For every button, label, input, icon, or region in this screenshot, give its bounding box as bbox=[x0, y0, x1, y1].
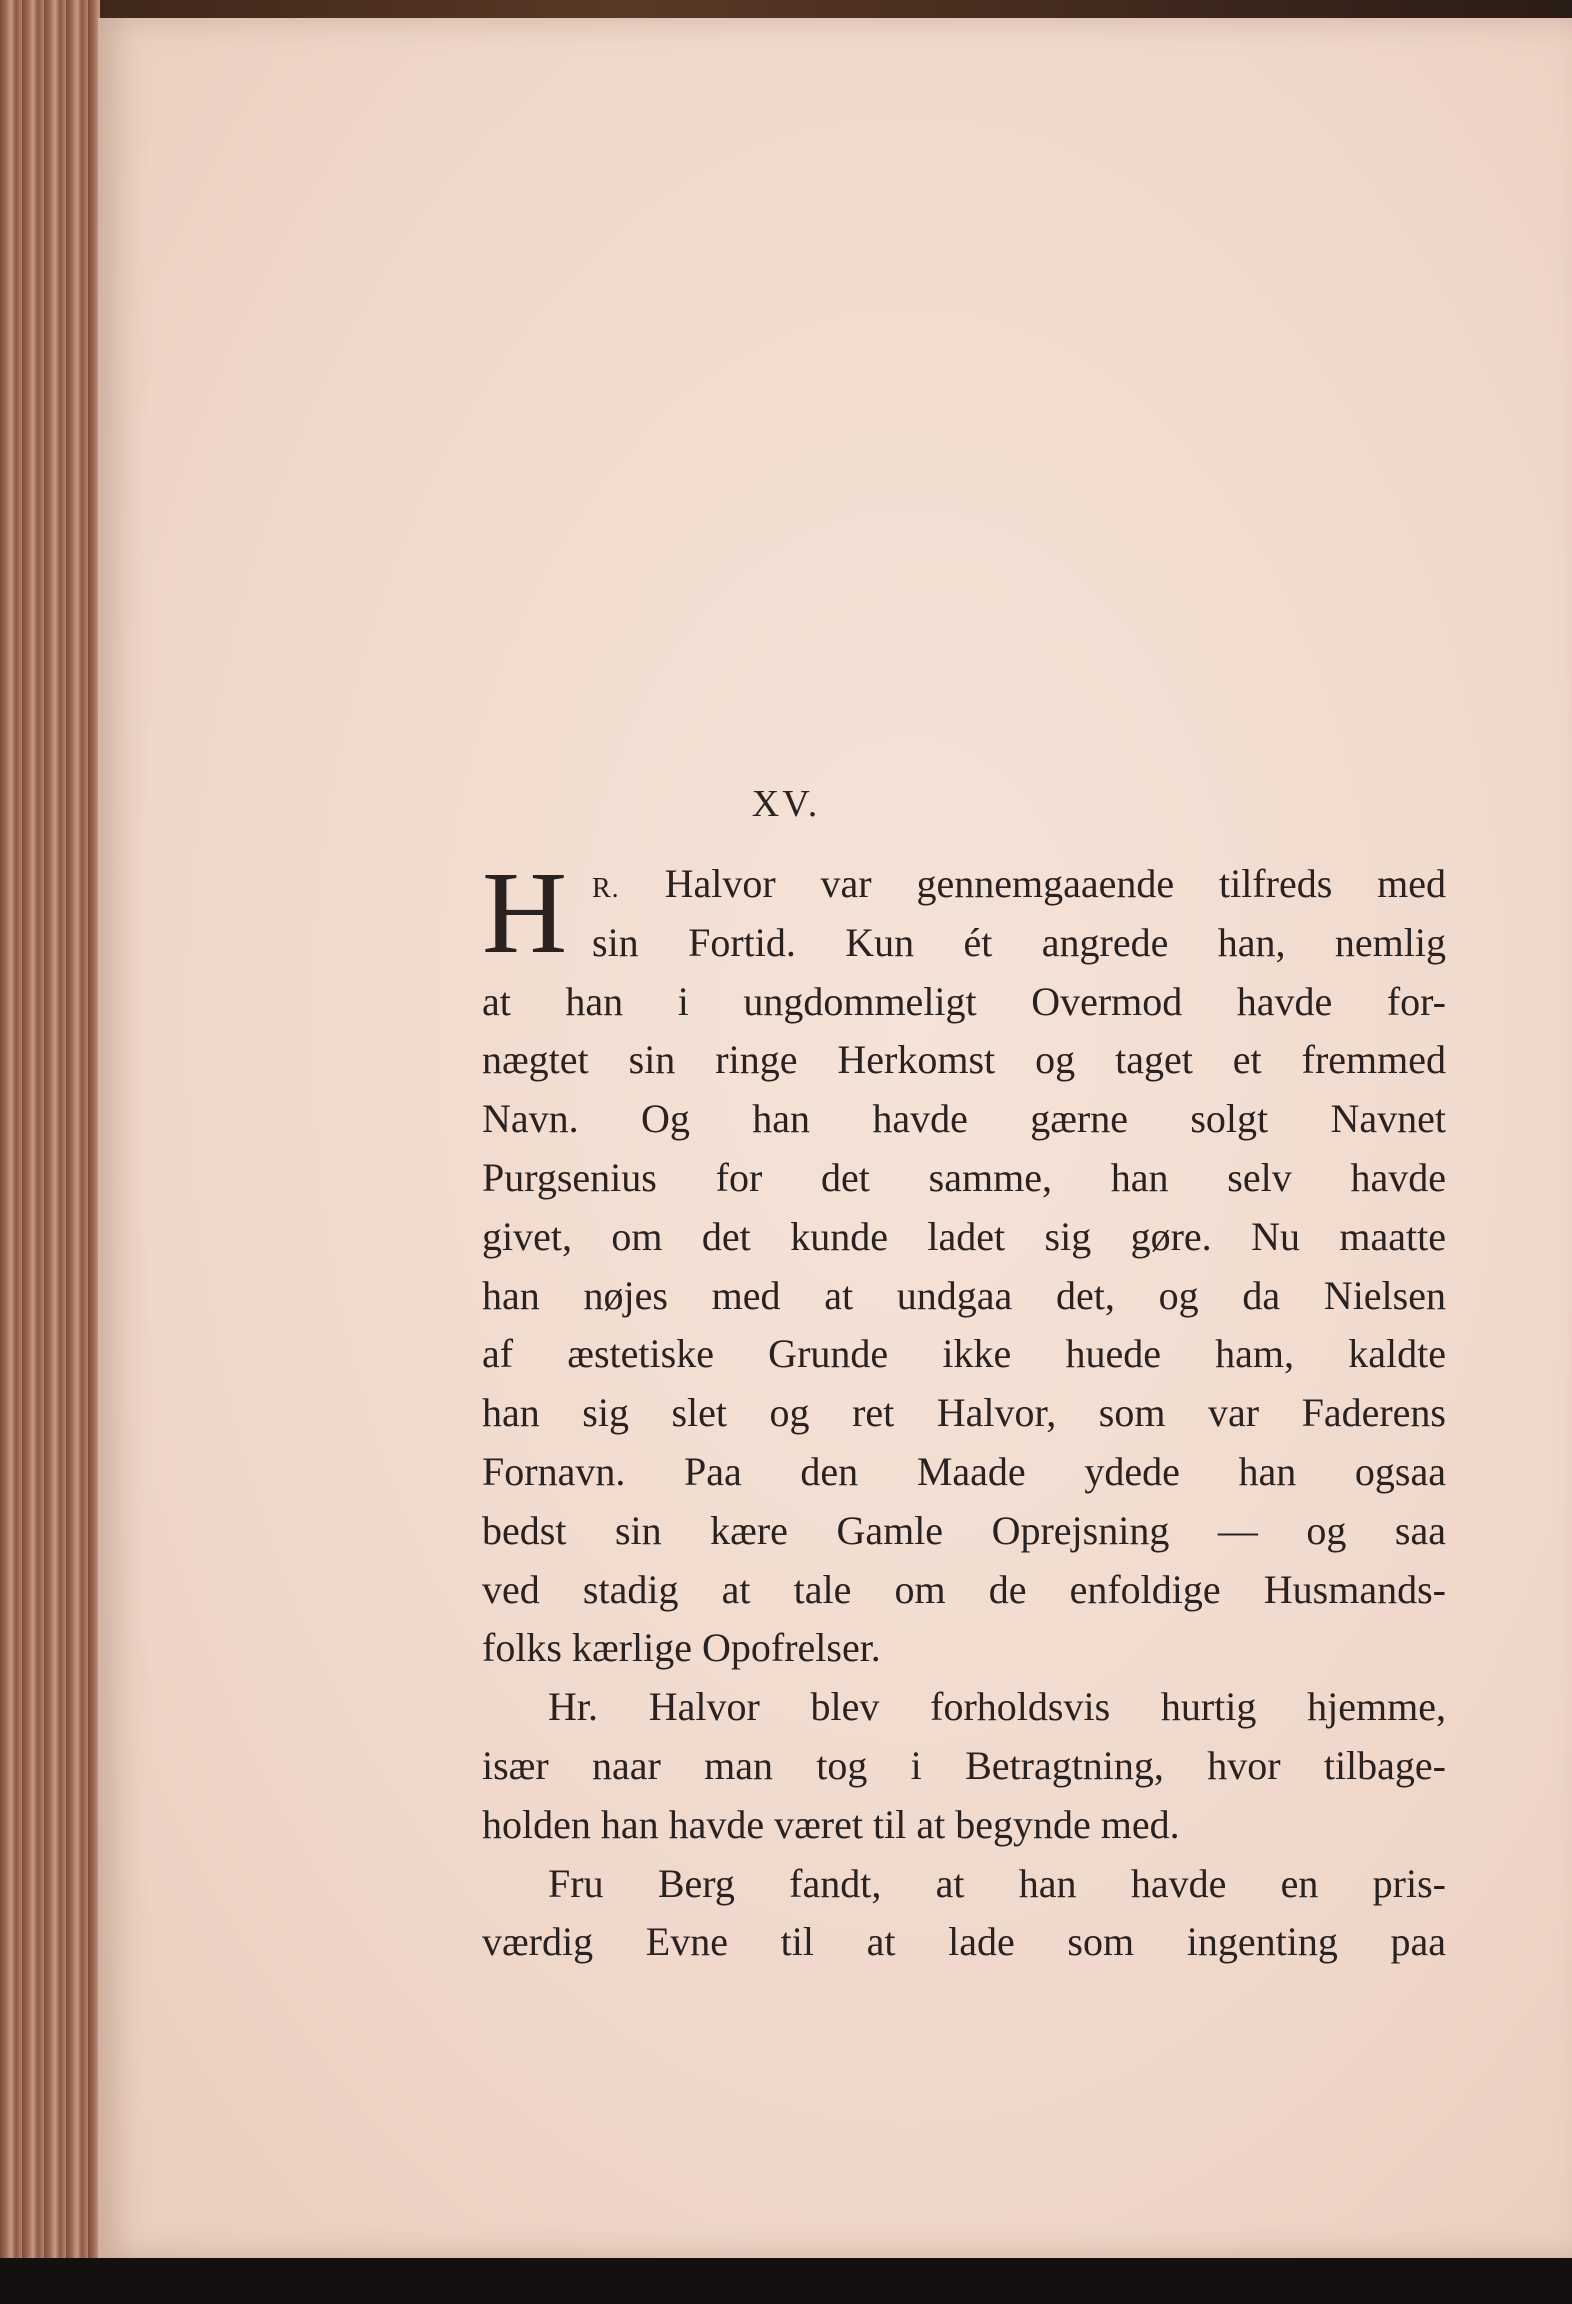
text-line: nægtet sin ringe Herkomst og taget et fremmed bbox=[482, 1037, 1446, 1083]
text-line: han nøjes med at undgaa det, og da Nielsen bbox=[482, 1272, 1446, 1318]
text-line: af æstetiske Grunde ikke huede ham, kaldte bbox=[482, 1331, 1446, 1377]
text-line: holden han havde været til at begynde med. bbox=[482, 1801, 1180, 1847]
text-line: Fornavn. Paa den Maade ydede han ogsaa bbox=[482, 1448, 1446, 1494]
chapter-heading: XV. bbox=[751, 783, 821, 825]
first-line bbox=[592, 855, 1446, 914]
text-line: Hr. Halvor blev forholdsvis hurtig hjemme, bbox=[548, 1684, 1446, 1730]
text-line: især naar man tog i Betragtning, hvor tilbage- bbox=[482, 1742, 1446, 1788]
text-line: han sig slet og ret Halvor, som var Faderens bbox=[482, 1390, 1446, 1436]
book-bottom-edge bbox=[0, 2258, 1572, 2304]
text-line: Navn. Og han havde gærne solgt Navnet bbox=[482, 1096, 1446, 1142]
drop-cap: H bbox=[482, 847, 568, 978]
text-line: sin Fortid. Kun ét angrede han, nemlig bbox=[592, 919, 1446, 965]
body-text bbox=[482, 847, 1447, 1972]
text-line: ved stadig at tale om de enfoldige Husmands- bbox=[482, 1566, 1446, 1612]
first-line-text: Halvor var gennemgaaende tilfreds med bbox=[664, 861, 1447, 906]
first-line-smallcaps: R. bbox=[592, 873, 620, 904]
text-line: folks kærlige Opofrelser. bbox=[482, 1625, 881, 1671]
text-line: værdig Evne til at lade som ingenting paa bbox=[482, 1919, 1446, 1965]
text-line: Fru Berg fandt, at han havde en pris- bbox=[548, 1860, 1446, 1906]
text-line: bedst sin kære Gamle Oprejsning — og saa bbox=[482, 1507, 1446, 1553]
text-line: Purgsenius for det samme, han selv havde bbox=[482, 1154, 1446, 1200]
book-page-edges bbox=[0, 0, 100, 2270]
text-line: givet, om det kunde ladet sig gøre. Nu maatte bbox=[482, 1213, 1446, 1259]
opening-paragraph bbox=[482, 847, 1447, 978]
text-line: at han i ungdommeligt Overmod havde for- bbox=[482, 978, 1446, 1024]
